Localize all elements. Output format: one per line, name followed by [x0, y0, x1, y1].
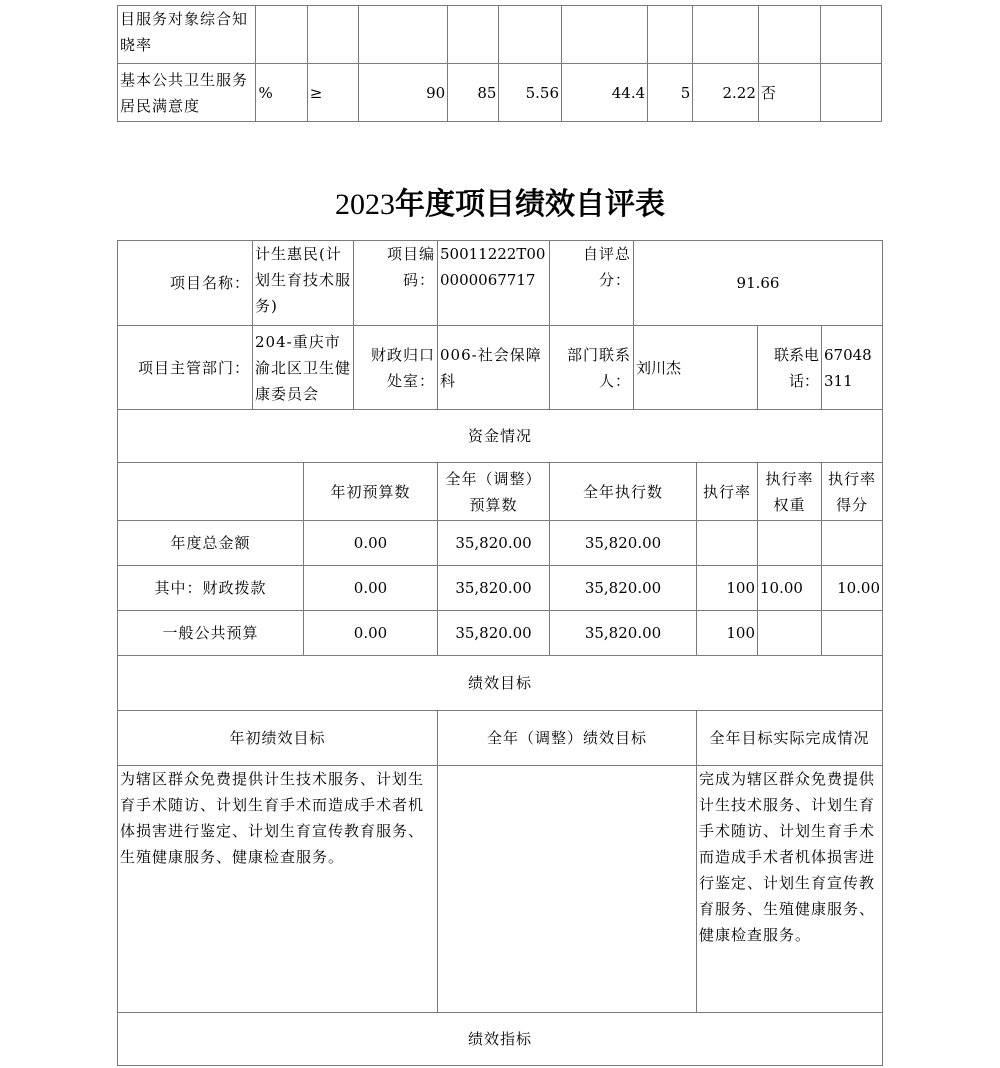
col-executed: 全年执行数	[550, 463, 697, 521]
goal-col-initial: 年初绩效目标	[118, 711, 438, 766]
weight-value	[758, 521, 822, 566]
indicator-label: 基本公共卫生服务居民满意度	[118, 64, 256, 122]
previous-table	[117, 5, 882, 122]
contact-label: 部门联系人：	[550, 326, 634, 410]
table-row	[118, 463, 883, 521]
row-label: 年度总金额	[118, 521, 304, 566]
finance-office-label: 财政归口处室：	[354, 326, 438, 410]
initial-value: 0.00	[304, 521, 438, 566]
value-cell: 5	[648, 64, 693, 122]
goal-initial-text: 为辖区群众免费提供计生技术服务、计划生育手术随访、计划生育手术而造成手术者机体损害进行鉴定、计划生育宣传教育服务、生殖健康服务、健康检查服务。	[118, 766, 438, 1013]
rate-value: 100	[697, 611, 758, 656]
project-name-label: 项目名称：	[118, 241, 253, 326]
evaluation-table	[117, 240, 883, 1066]
self-score-value: 91.66	[634, 241, 883, 326]
col-score: 执行率得分	[822, 463, 883, 521]
value-cell: 90	[358, 64, 447, 122]
flag-cell: 否	[758, 64, 821, 122]
project-code-value: 50011222T000000067717	[438, 241, 550, 326]
funds-header: 资金情况	[118, 410, 883, 463]
phone-value: 67048311	[822, 326, 883, 410]
goals-header: 绩效目标	[118, 656, 883, 711]
goal-col-adjusted: 全年（调整）绩效目标	[438, 711, 697, 766]
project-code-label: 项目编码：	[354, 241, 438, 326]
table-row	[118, 566, 883, 611]
col-adjusted-budget: 全年（调整）预算数	[438, 463, 550, 521]
table-row	[118, 1013, 883, 1066]
score-value: 10.00	[822, 566, 883, 611]
dept-label: 项目主管部门：	[118, 326, 253, 410]
table-row	[118, 326, 883, 410]
table-row	[118, 64, 882, 122]
goal-adjusted-text	[438, 766, 697, 1013]
adjusted-value: 35,820.00	[438, 521, 550, 566]
dept-value: 204-重庆市渝北区卫生健康委员会	[253, 326, 354, 410]
table-row	[118, 241, 883, 326]
score-value	[822, 611, 883, 656]
executed-value: 35,820.00	[550, 566, 697, 611]
initial-value: 0.00	[304, 611, 438, 656]
value-cell: 85	[448, 64, 499, 122]
rate-value: 100	[697, 566, 758, 611]
col-weight: 执行率权重	[758, 463, 822, 521]
indicators-header: 绩效指标	[118, 1013, 883, 1066]
adjusted-value: 35,820.00	[438, 566, 550, 611]
rate-value	[697, 521, 758, 566]
page-title	[0, 183, 1000, 227]
value-cell: 2.22	[693, 64, 759, 122]
initial-value: 0.00	[304, 566, 438, 611]
table-row	[118, 611, 883, 656]
unit-cell: %	[256, 64, 307, 122]
row-label: 其中：财政拨款	[118, 566, 304, 611]
weight-value	[758, 611, 822, 656]
empty-cell	[118, 463, 304, 521]
table-row	[118, 521, 883, 566]
table-row	[118, 6, 882, 64]
project-name-value: 计生惠民(计划生育技术服务)	[253, 241, 354, 326]
col-initial-budget: 年初预算数	[304, 463, 438, 521]
contact-value: 刘川杰	[634, 326, 758, 410]
goal-actual-text: 完成为辖区群众免费提供计生技术服务、计划生育手术随访、计划生育手术而造成手术者机体损害进行鉴定、计划生育宣传教育服务、生殖健康服务、健康检查服务。	[697, 766, 883, 1013]
table-row	[118, 766, 883, 1013]
score-value	[822, 521, 883, 566]
adjusted-value: 35,820.00	[438, 611, 550, 656]
title-text: 年度项目绩效自评表	[395, 187, 665, 222]
operator-cell: ≥	[307, 64, 358, 122]
phone-label: 联系电话：	[758, 326, 822, 410]
goal-col-actual: 全年目标实际完成情况	[697, 711, 883, 766]
executed-value: 35,820.00	[550, 611, 697, 656]
table-row	[118, 410, 883, 463]
self-score-label: 自评总分：	[550, 241, 634, 326]
indicator-label: 目服务对象综合知晓率	[118, 6, 256, 64]
weight-value: 10.00	[758, 566, 822, 611]
row-label: 一般公共预算	[118, 611, 304, 656]
value-cell: 5.56	[499, 64, 562, 122]
title-year: 2023	[335, 188, 395, 221]
finance-office-value: 006-社会保障科	[438, 326, 550, 410]
table-row	[118, 711, 883, 766]
col-rate: 执行率	[697, 463, 758, 521]
table-row	[118, 656, 883, 711]
value-cell: 44.4	[562, 64, 648, 122]
executed-value: 35,820.00	[550, 521, 697, 566]
